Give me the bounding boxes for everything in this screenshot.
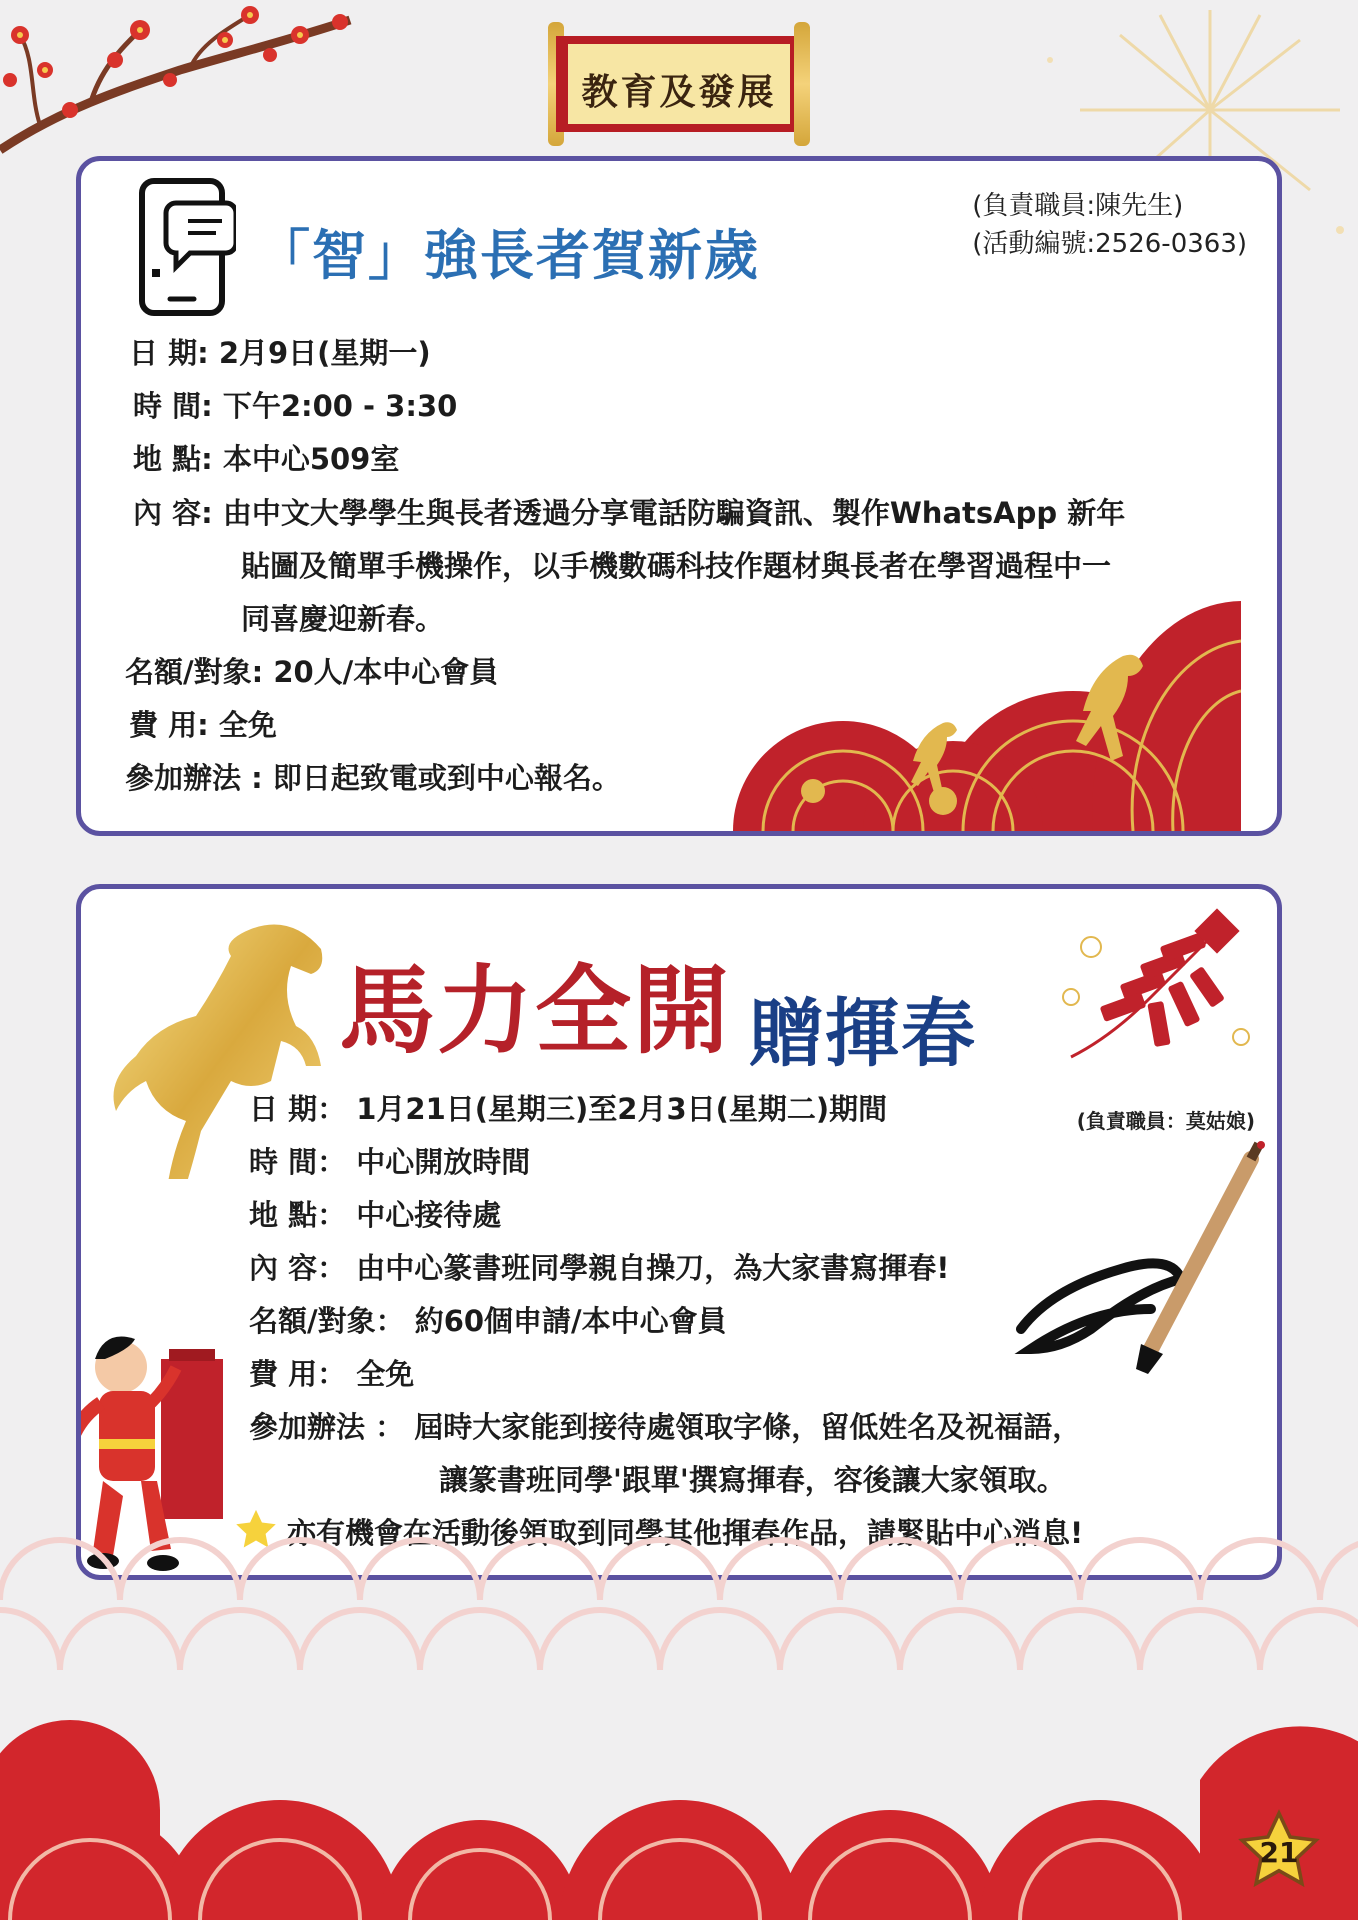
row-value: 讓篆書班同學'跟單'撰寫揮春，容後讓大家領取。 [439,1463,1066,1497]
detail-row-content [249,1246,949,1287]
row-value: 由中文大學學生與長者透過分享電話防騙資訊、製作WhatsApp 新年 [222,496,1126,530]
row-label: 時 間: [133,389,213,423]
activity-code: (活動編號:2526-0363) [972,229,1247,259]
detail-row-date [129,331,431,372]
auspicious-cloud-decoration [0,1480,1358,1920]
activity-title: 「智」強長者賀新歲 [256,224,760,287]
golden-horse-illustration [101,909,341,1179]
staff-info: (負責職員：莫姑娘) [1076,1109,1255,1133]
row-value: 中心開放時間 [356,1145,531,1179]
row-label: 地 點： [249,1198,347,1232]
detail-row-venue [249,1193,501,1234]
row-value: 1月21日(星期三)至2月3日(星期二)期間 [356,1092,888,1126]
note-text: 亦有機會在活動後領取到同學其他揮春作品，請緊貼中心消息! [287,1516,1084,1550]
row-label: 內 容： [249,1251,347,1285]
row-label: 費 用: [129,708,209,742]
golden-horse-waves-decoration [733,561,1241,831]
detail-row-venue [133,437,399,478]
detail-row-quota [249,1299,727,1340]
row-label: 名額/對象: [125,655,264,689]
row-label: 參加辦法 : [125,761,263,795]
detail-row-enrol [249,1405,1081,1446]
staff-name: (負責職員:陳先生) [972,191,1184,221]
detail-row-content-cont [241,597,444,638]
row-value: 屆時大家能到接待處領取字條，留低姓名及祝福語， [414,1410,1082,1444]
row-value: 即日起致電或到中心報名。 [272,761,621,795]
activity-card-chunlian [76,884,1282,1580]
row-label: 參加辦法 ： [249,1410,405,1444]
row-label: 日 期： [249,1092,347,1126]
detail-row-time [133,384,457,425]
detail-row-time [249,1140,530,1181]
page-number-badge [1234,1808,1324,1894]
row-value: 同喜慶迎新春。 [241,602,445,636]
activity-title-blue: 贈揮春 [749,991,977,1077]
row-label: 日 期: [129,336,209,370]
row-value: 本中心509室 [222,442,400,476]
row-label: 時 間： [249,1145,347,1179]
row-label: 名額/對象： [249,1304,405,1338]
activity-card-smartphone [76,156,1282,836]
row-value: 貼圖及簡單手機操作，以手機數碼科技作題材與長者在學習過程中一 [241,549,1112,583]
section-banner [548,22,810,146]
row-label: 內 容: [133,496,213,530]
activity-title-red: 馬力全開 [339,955,731,1067]
row-value: 下午2:00 - 3:30 [222,389,458,423]
page-number: 21 [1259,1836,1299,1869]
detail-row-date [249,1087,887,1128]
row-value: 全免 [218,708,277,742]
row-label: 費 用： [249,1357,347,1391]
row-label: 地 點: [133,442,213,476]
row-value: 2月9日(星期一) [218,336,431,370]
detail-row-quota [125,650,498,691]
row-value: 全免 [356,1357,415,1391]
detail-row-content [133,491,1125,532]
detail-row-fee [129,703,277,744]
smartphone-chat-icon [136,177,236,317]
row-value: 20人/本中心會員 [273,655,499,689]
row-value: 約60個申請/本中心會員 [414,1304,727,1338]
calligraphy-brush-illustration [1011,1139,1271,1379]
detail-row-fee [249,1352,414,1393]
firecrackers-illustration [1051,907,1261,1097]
staff-info [972,187,1247,263]
row-value: 由中心篆書班同學親自操刀，為大家書寫揮春! [356,1251,950,1285]
section-title: 教育及發展 [581,72,777,113]
plum-blossom-branch [0,0,370,160]
row-value: 中心接待處 [356,1198,502,1232]
detail-row-enrol [125,756,621,797]
